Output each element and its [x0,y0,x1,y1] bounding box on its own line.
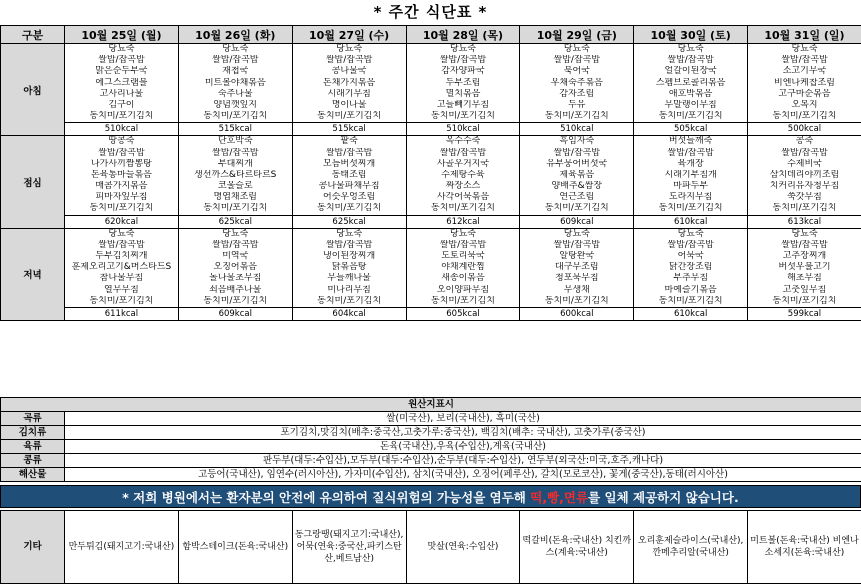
menu-item: 동치미/포기김치 [89,111,154,122]
menu-item: 오이양파무침 [436,284,490,295]
menu-item: 두부김치찌개 [95,251,148,261]
menu-item: 동치미/포기김치 [431,203,495,214]
menu-item: 콩나물파채무침 [318,181,380,192]
menu-cell [520,228,634,307]
menu-cell [520,136,634,215]
kcal-cell: 610kcal [634,215,748,228]
origin-label: 육류 [1,440,65,454]
menu-item: 동치미/포기김치 [431,111,495,122]
menu-item: 콩죽 [795,136,814,147]
menu-item: 오징어볶음 [213,262,257,273]
menu-item: 생선까스&타르타르S [194,169,277,180]
menu-item: 열무무침 [104,284,139,295]
menu-item: 고들빼기무침 [436,99,490,110]
menu-item: 제육볶음 [559,169,595,180]
kcal-cell: 604kcal [292,307,406,320]
kcal-row [1,215,861,228]
menu-item: 도토리묵국 [441,251,485,261]
menu-item: 쌀밥/잡곡밥 [325,147,373,158]
menu-item: 어묵국 [677,251,704,261]
menu-item: 땅콩죽 [108,136,135,147]
menu-item: 양념깻잎지 [213,99,257,110]
menu-item: 연근조림 [559,192,595,203]
menu-item: 쌀밥/잡곡밥 [553,55,601,66]
menu-item: 동치미/포기김치 [317,295,382,306]
menu-cell [748,228,861,307]
menu-item: 동치미/포기김치 [772,203,837,214]
etc-cell: 만두튀김(돼지고기:국내산) [65,511,179,584]
menu-item: 무생채 [563,284,590,295]
menu-item: 양배추&쌈장 [551,181,603,192]
menu-item: 마예즐기볶음 [664,284,717,295]
kcal-cell: 510kcal [406,123,520,136]
notice-separator: , [542,490,548,505]
menu-item: 두부조림 [445,77,481,88]
menu-item: 새송이볶음 [441,273,485,284]
menu-item: 당뇨죽 [222,228,249,239]
menu-item: 시래기무침 [327,88,371,99]
menu-item: 짜장소스 [445,181,481,192]
menu-item: 당뇨죽 [677,44,704,54]
menu-item: 흑임자죽 [559,136,595,147]
origin-value: 돈육(국내산),우육(수입산),계육(국내산) [65,440,861,454]
header-row [1,26,861,44]
day-header: 10월 26일 (화) [178,26,292,44]
menu-item: 콩나물국 [331,66,367,77]
menu-item: 피마자잎무침 [95,192,148,203]
menu-item: 참나물무침 [99,273,144,284]
kcal-cell: 625kcal [178,215,292,228]
day-header: 10월 29일 (금) [520,26,634,44]
menu-item: 재첩국 [222,66,249,77]
menu-item: 쌀밥/잡곡밥 [212,147,259,158]
menu-item: 쌀밥/잡곡밥 [439,239,487,250]
kcal-cell: 510kcal [520,123,634,136]
origin-row [1,468,861,482]
menu-item: 미트볼야채볶음 [204,77,266,88]
kcal-cell: 515kcal [178,123,292,136]
menu-item: 모듬버섯찌개 [323,158,376,169]
menu-item: 맑은순두부국 [95,66,148,77]
menu-item: 감자양파국 [441,66,485,77]
menu-item: 부대찌개 [217,158,253,169]
kcal-cell: 612kcal [406,215,520,228]
kcal-cell: 613kcal [748,215,861,228]
etc-cell: 맛살(연육:수입산) [406,511,520,584]
origin-label: 콩류 [1,454,65,468]
kcal-cell: 611kcal [65,307,179,320]
header-label: 구분 [1,26,65,44]
menu-item: 훈제오리고기&머스타드S [71,262,172,273]
origin-value: 판두부(대두:수입산),모두부(대두:수입산),순두부(대두:수입산), 연두부(외국산:미국,호주,캐나다) [65,454,861,468]
origin-table [0,397,861,482]
menu-item: 동치미/포기김치 [772,111,837,122]
origin-label: 해산물 [1,468,65,482]
menu-item: 애호박볶음 [668,88,713,99]
menu-item: 얼갈이된장국 [664,66,717,77]
notice-highlight: 떡 [530,490,543,505]
etc-row [1,511,861,584]
menu-item: 어슷우엉조림 [323,192,376,203]
menu-item: 우채숙주볶음 [550,77,603,88]
menu-item: 부추무침 [673,273,709,284]
menu-item: 미나리무침 [327,284,371,295]
meal-label: 저녁 [1,228,65,320]
menu-item: 동치미/포기김치 [317,203,382,214]
day-header: 10월 31일 (일) [748,26,861,44]
menu-item: 쌀밥/잡곡밥 [781,147,828,158]
menu-item: 동치미/포기김치 [544,203,609,214]
menu-item: 닭볶음탕 [331,262,367,273]
origin-row [1,454,861,468]
menu-item: 당뇨죽 [222,44,249,54]
notice-highlight: 면류 [563,490,589,505]
menu-cell [634,228,748,307]
kcal-cell: 510kcal [65,123,179,136]
meal-row [1,228,861,307]
etc-cell: 동그랑땡(돼지고기:국내산),어묵(연육:중국산,파키스탄산,베트남산) [292,511,406,584]
menu-item: 유부뭉어버섯국 [546,158,608,169]
etc-label: 기타 [1,511,65,584]
menu-cell [634,136,748,215]
notice-highlight: 빵 [547,490,560,505]
kcal-cell: 599kcal [748,307,861,320]
menu-item: 당뇨죽 [336,228,363,239]
kcal-row [1,123,861,136]
menu-item: 당뇨죽 [791,228,818,239]
menu-item: 나가사끼짬뽕탕 [90,158,152,169]
menu-item: 시래기부침개 [664,169,717,180]
menu-item: 쌀밥/잡곡밥 [553,239,601,250]
day-header: 10월 28일 (목) [406,26,520,44]
notice-text: * 저희 병원에서는 환자분의 안전에 유의하여 질식위험의 가능성을 염두해 [122,490,531,505]
menu-cell [292,136,406,215]
menu-cell [748,44,861,123]
menu-cell [520,44,634,123]
menu-item: 쌀밥/잡곡밥 [781,239,828,250]
menu-item: 쌀밥/잡곡밥 [553,147,601,158]
origin-row [1,440,861,454]
menu-item: 미역국 [222,251,249,261]
menu-cell [406,136,520,215]
menu-item: 청포묵무침 [555,273,599,284]
menu-item: 동치미/포기김치 [203,295,268,306]
menu-item: 닭간장조림 [668,262,713,273]
kcal-cell: 625kcal [292,215,406,228]
menu-item: 냉이된장찌개 [323,251,376,261]
menu-item: 당뇨죽 [108,44,135,54]
kcal-cell: 620kcal [65,215,179,228]
menu-item: 당뇨죽 [449,228,476,239]
menu-item: 매콤가지볶음 [95,181,148,192]
menu-cell [178,44,292,123]
weekly-menu-table [0,25,861,321]
notice-text: 를 일체 제공하지 않습니다. [588,490,739,505]
kcal-cell: 515kcal [292,123,406,136]
menu-item: 쌀밥/잡곡밥 [667,147,714,158]
menu-item: 동치미/포기김치 [658,111,723,122]
etc-cell: 떡갈비(돈육:국내산) 치킨까스(계육:국내산) [520,511,634,584]
menu-item: 치커리유자청무침 [769,181,840,192]
menu-item: 쌀밥/잡곡밥 [98,147,145,158]
menu-item: 동치미/포기김치 [89,203,154,214]
menu-item: 당뇨죽 [449,44,476,54]
menu-item: 당뇨죽 [563,228,590,239]
menu-item: 단호박죽 [217,136,253,147]
menu-item: 동치미/포기김치 [772,295,837,306]
menu-item: 동치미/포기김치 [658,295,723,306]
etc-cell: 오리훈제슬라이스(국내산),깐메추리알(국내산) [634,511,748,584]
menu-item: 멸치볶음 [445,88,481,99]
menu-item: 돌나물초무침 [209,273,262,284]
menu-item: 알탕완국 [559,251,595,261]
menu-item: 수제비국 [787,158,822,169]
day-header: 10월 30일 (토) [634,26,748,44]
kcal-row [1,307,861,320]
menu-item: 사골우거지국 [436,158,490,169]
menu-item: 동치미/포기김치 [544,295,609,306]
menu-item: 쌀밥/잡곡밥 [781,55,828,66]
menu-item: 해초무침 [787,273,822,284]
page-title: * 주간 식단표 * [373,3,488,21]
menu-item: 오복지 [791,99,818,110]
menu-item: 쌀밥/잡곡밥 [667,239,714,250]
menu-item: 쌀밥/잡곡밥 [212,239,259,250]
menu-item: 쇠음배추나물 [209,284,262,295]
origin-label: 곡류 [1,412,65,426]
menu-item: 고추장찌개 [782,251,827,261]
menu-item: 쌀밥/잡곡밥 [439,55,487,66]
origin-row [1,412,861,426]
meal-row [1,136,861,215]
menu-item: 숙주나물 [217,88,253,99]
menu-item: 동치미/포기김치 [431,295,495,306]
origin-value: 포기김치,맛김치(배추:중국산,고춧가루:중국산), 백김치(배추: 국내산), 고춧가루(중국산) [65,426,861,440]
menu-item: 쌀밥/잡곡밥 [98,55,145,66]
menu-item: 쌀밥/잡곡밥 [98,239,145,250]
origin-title: 원산지표시 [1,398,861,412]
day-header: 10월 27일 (수) [292,26,406,44]
menu-item: 소고기무국 [782,66,827,77]
menu-cell [178,136,292,215]
origin-value: 쌀(미국산), 보리(국내산), 흑미(국산) [65,412,861,426]
menu-item: 감자조림 [559,88,595,99]
menu-item: 쌀밥/잡곡밥 [212,55,259,66]
menu-item: 쌀밥/잡곡밥 [325,55,373,66]
menu-item: 당뇨죽 [791,44,818,54]
kcal-cell: 609kcal [178,307,292,320]
menu-item: 고구마순볶음 [778,88,831,99]
menu-item: 고춧잎무침 [782,284,827,295]
menu-item: 동치미/포기김치 [203,203,268,214]
menu-item: 당뇨죽 [563,44,590,54]
menu-item: 코울슬로 [217,181,253,192]
menu-item: 쑥갓무침 [787,192,822,203]
menu-item: 쌀밥/잡곡밥 [667,55,714,66]
menu-item: 대구무조림 [555,262,599,273]
menu-item: 두유 [568,99,586,110]
menu-item: 쌀밥/잡곡밥 [439,147,487,158]
menu-item: 북어국 [563,66,590,77]
origin-row [1,426,861,440]
menu-item: 동치미/포기김치 [658,203,723,214]
day-header: 10월 25일 (월) [65,26,179,44]
menu-item: 고사리나물 [99,88,144,99]
safety-notice [0,485,861,508]
menu-item: 당뇨죽 [677,228,704,239]
kcal-cell: 605kcal [406,307,520,320]
menu-item: 무들깨나물 [327,273,371,284]
etc-table [0,510,861,584]
menu-item: 육개장 [677,158,704,169]
menu-item: 동치미/포기김치 [317,111,382,122]
menu-item: 명엽채조림 [213,192,257,203]
menu-item: 야채계란찜 [441,262,485,273]
menu-item: 동치미/포기김치 [203,111,268,122]
menu-item: 버섯들깨죽 [668,136,713,147]
kcal-cell: 609kcal [520,215,634,228]
menu-cell [634,44,748,123]
origin-label: 김치류 [1,426,65,440]
menu-item: 에그스크램블 [95,77,148,88]
menu-item: 명이나물 [331,99,367,110]
menu-cell [178,228,292,307]
meal-label: 아침 [1,44,65,136]
menu-item: 삼치데리야끼조림 [769,169,840,180]
menu-item: 당뇨죽 [336,44,363,54]
menu-item: 김구이 [108,99,135,110]
menu-item: 수제탕수육 [441,169,485,180]
menu-cell [406,228,520,307]
notice-separator: , [559,490,564,505]
menu-cell [406,44,520,123]
kcal-cell: 610kcal [634,307,748,320]
etc-cell: 미트볼(돈육:국내산) 비엔나소세지(돈육:국내산) [748,511,861,584]
menu-item: 당뇨죽 [108,228,135,239]
menu-item: 마파두부 [673,181,709,192]
menu-item: 쌀밥/잡곡밥 [325,239,373,250]
kcal-cell: 500kcal [748,123,861,136]
menu-item: 버섯우불고기 [778,262,831,273]
menu-cell [65,136,179,215]
menu-cell [292,44,406,123]
menu-cell [292,228,406,307]
kcal-cell: 600kcal [520,307,634,320]
etc-cell: 함박스테이크(돈육:국내산) [178,511,292,584]
menu-item: 동치미/포기김치 [89,295,154,306]
menu-cell [65,228,179,307]
menu-cell [65,44,179,123]
menu-item: 팥죽 [340,136,358,147]
menu-cell [748,136,861,215]
menu-item: 동치미/포기김치 [544,111,609,122]
origin-value: 고등어(국내산), 임연수(러시아산), 가자미(수입산), 삼치(국내산), 오징어(페루산), 갈치(모로코산), 꽃게(중국산),동태(러시아산) [65,468,861,482]
menu-item: 동태조림 [331,169,367,180]
menu-item: 돈육통마늘볶음 [90,169,152,180]
menu-item: 돈채가지볶음 [323,77,376,88]
meal-row [1,44,861,123]
meal-label: 점심 [1,136,65,228]
menu-item: 사각어묵볶음 [436,192,490,203]
kcal-cell: 505kcal [634,123,748,136]
menu-item: 무말랭이무침 [664,99,717,110]
menu-item: 도라지무침 [668,192,713,203]
menu-item: 비엔나케찹조림 [774,77,835,88]
menu-item: 옥수수죽 [445,136,481,147]
menu-item: 스펨브로콜리볶음 [655,77,726,88]
